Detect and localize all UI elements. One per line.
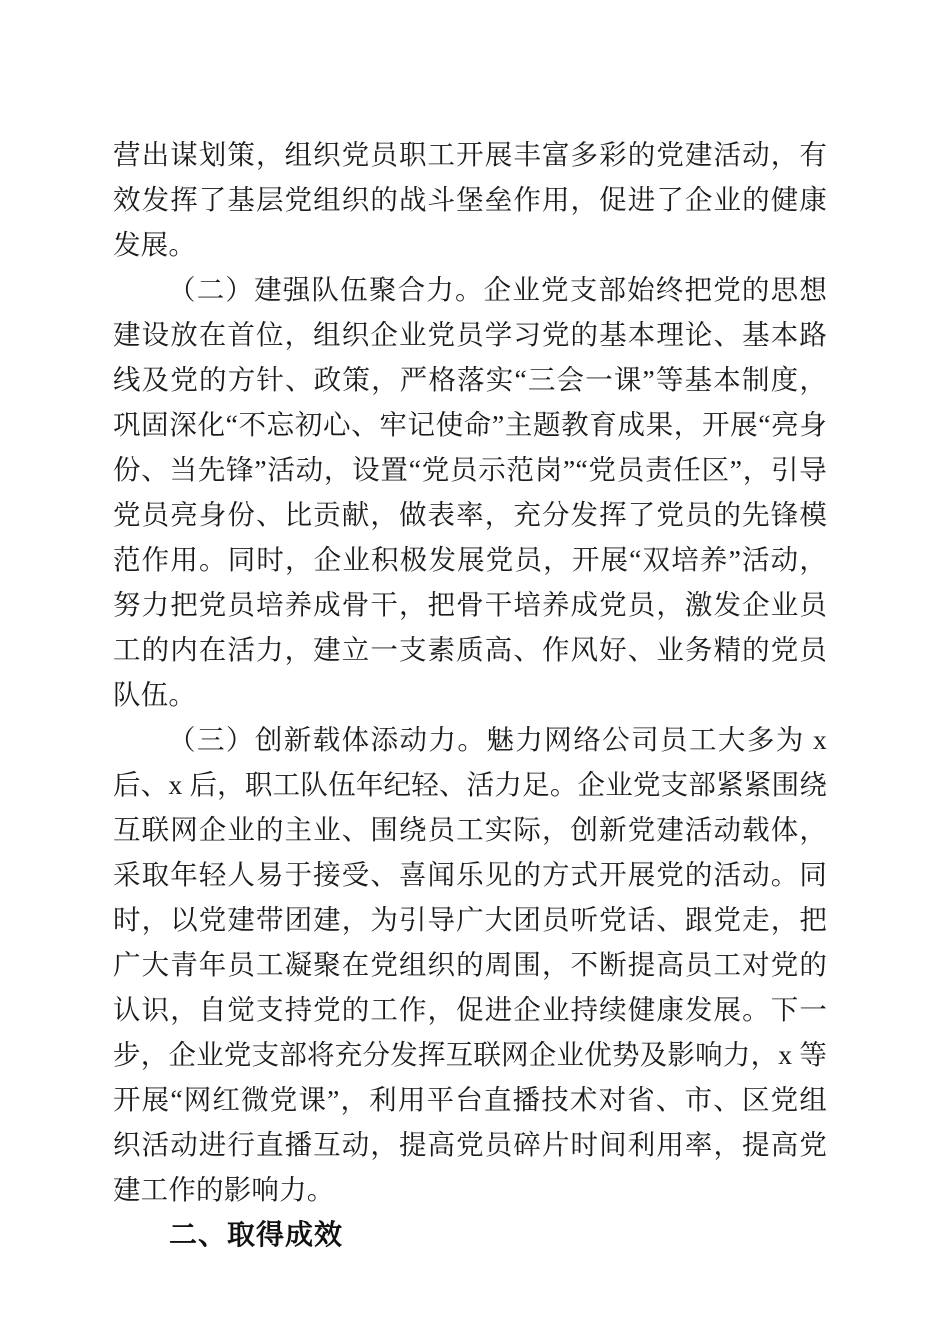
heading-achievements: 二、取得成效 [169,1219,344,1250]
paragraph-section-three: （三）创新载体添动力。魅力网络公司员工大多为 x 后、x 后，职工队伍年纪轻、活力足。企业党支部紧紧围绕互联网企业的主业、围绕员工实际，创新党建活动载体，采取年轻人易于接受、喜闻乐见的方式开展党的活动。同时，以党建带团建，为引导广大团员听党话、跟党走，把广大青年员工凝聚在党组织的周围，不断提高员工对党的认识，自觉支持党的工作，促进企业持续健康发展。下一步，企业党支部将充分发挥互联网企业优势及影响力，x 等开展“网红微党课”，利用平台直播技术对省、市、区党组织活动进行直播互动，提高党员碎片时间利用率，提高党建工作的影响力。 [113,724,827,1205]
paragraph-continuation: 营出谋划策，组织党员职工开展丰富多彩的党建活动，有效发挥了基层党组织的战斗堡垒作用，促进了企业的健康发展。 [113,139,827,260]
paragraph-section-two: （二）建强队伍聚合力。企业党支部始终把党的思想建设放在首位，组织企业党员学习党的基本理论、基本路线及党的方针、政策，严格落实“三会一课”等基本制度，巩固深化“不忘初心、牢记使命”主题教育成果，开展“亮身份、当先锋”活动，设置“党员示范岗”“党员责任区”，引导党员亮身份、比贡献，做表率，充分发挥了党员的先锋模范作用。同时，企业积极发展党员，开展“双培养”活动，努力把党员培养成骨干，把骨干培养成党员，激发企业员工的内在活力，建立一支素质高、作风好、业务精的党员队伍。 [113,274,827,710]
document-text-column [113,132,827,1257]
